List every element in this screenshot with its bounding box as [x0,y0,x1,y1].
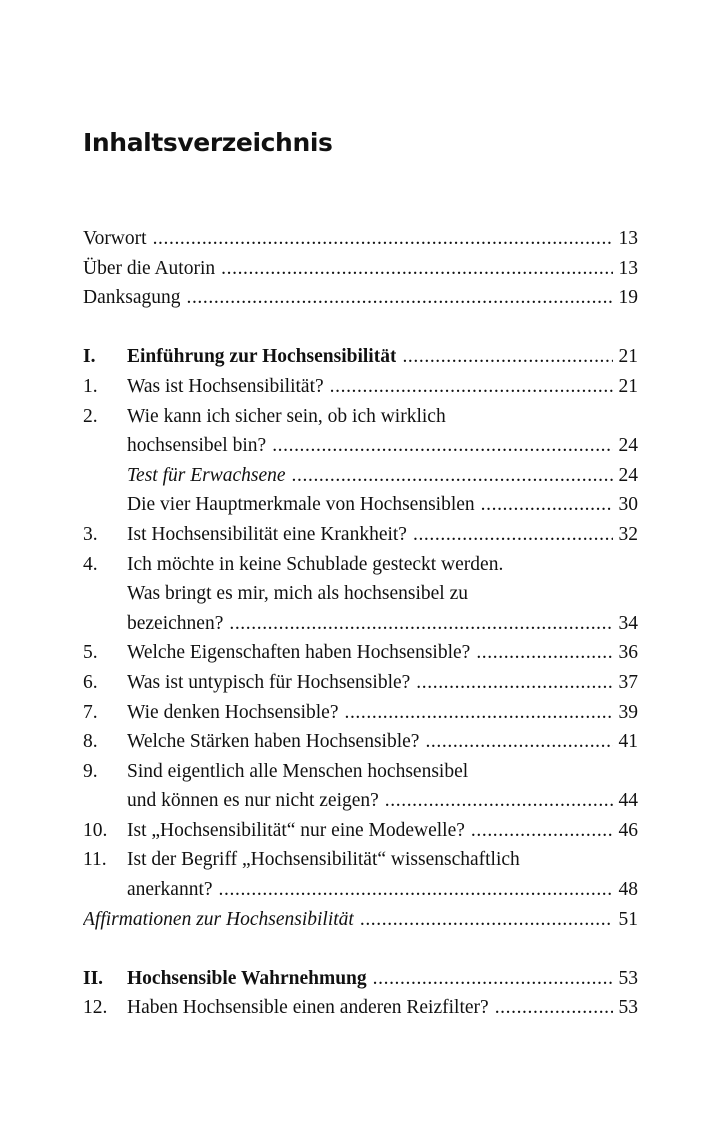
toc-entry-5 [83,638,638,668]
entry-title: Ist „Hochsensibilität“ nur eine Modewelle? [127,819,465,841]
toc-entry-4-line2 [83,579,638,609]
entry-number: 4. [83,553,98,575]
entry-number: 10. [83,819,108,841]
entry-number: 11. [83,849,107,871]
part-number: I. [83,346,96,368]
dot-leader [481,490,613,520]
part-number: II. [83,967,104,989]
entry-page: 19 [618,287,638,309]
dot-leader [413,520,613,550]
entry-page: 13 [618,257,638,279]
entry-title: Ich möchte in keine Schublade gesteckt werden. [127,553,504,575]
entry-page: 44 [618,790,638,812]
dot-leader [186,283,612,313]
entry-number: 8. [83,731,98,753]
spacer [83,934,638,964]
toc-subentry-merkmale [83,490,638,520]
entry-page: 39 [618,701,638,723]
entry-title: Vorwort [83,228,147,249]
toc-entry-10 [83,816,638,846]
entry-title: Sind eigentlich alle Menschen hochsensibel [127,760,469,782]
entry-page: 13 [618,228,638,249]
entry-title: Wie denken Hochsensible? [127,701,339,723]
toc-entry-7 [83,698,638,728]
entry-page: 53 [618,997,638,1019]
dot-leader [360,905,613,935]
part-title: Einführung zur Hochsensibilität [127,346,397,368]
dot-leader [219,875,613,905]
entry-title-cont: und können es nur nicht zeigen? [127,790,379,812]
dot-leader [330,372,613,402]
subentry-title: Test für Erwachsene [127,464,286,486]
entry-title: Ist Hochsensibilität eine Krankheit? [127,523,407,545]
spacer [83,313,638,343]
entry-page: 24 [618,435,638,457]
entry-title: Was ist Hochsensibilität? [127,375,324,397]
dot-leader [373,964,613,994]
dot-leader [292,461,613,491]
dot-leader [272,431,612,461]
dot-leader [402,342,612,372]
entry-title-cont: hochsensibel bin? [127,435,267,457]
toc-entry-vorwort [83,224,638,254]
toc-entry-11-line2 [83,875,638,905]
toc-entry-11-line1 [83,845,638,875]
entry-page: 32 [618,523,638,545]
dot-leader [495,993,613,1023]
toc-entry-1 [83,372,638,402]
entry-page: 41 [618,731,638,753]
toc-entry-12 [83,993,638,1023]
entry-title-cont: Was bringt es mir, mich als hochsensibel zu [127,583,468,605]
dot-leader [153,224,613,254]
entry-title: Welche Stärken haben Hochsensible? [127,731,420,753]
dot-leader [476,638,612,668]
toc-entry-9-line1 [83,757,638,787]
subentry-title: Die vier Hauptmerkmale von Hochsensiblen [127,494,475,516]
entry-number: 5. [83,642,98,664]
toc-entry-4-line1 [83,550,638,580]
entry-number: 2. [83,405,98,427]
entry-page: 21 [618,375,638,397]
entry-title: Affirmationen zur Hochsensibilität [83,908,354,930]
entry-page: 24 [618,464,638,486]
toc-subentry-test [83,461,638,491]
entry-page: 48 [618,879,638,901]
toc-part-1 [83,342,638,372]
entry-number: 7. [83,701,98,723]
toc-entry-4-line3 [83,609,638,639]
toc-entry-2-line2 [83,431,638,461]
toc-entry-autorin [83,254,638,284]
entry-page: 51 [618,908,638,930]
toc-entry-6 [83,668,638,698]
part-title: Hochsensible Wahrnehmung [127,967,367,989]
table-of-contents [83,224,638,1023]
dot-leader [385,786,613,816]
entry-title: Über die Autorin [83,257,216,279]
entry-title: Wie kann ich sicher sein, ob ich wirklich [127,405,446,427]
entry-title: Welche Eigenschaften haben Hochsensible? [127,642,471,664]
entry-title: Haben Hochsensible einen anderen Reizfilter? [127,997,489,1019]
dot-leader [425,727,612,757]
entry-title-cont: bezeichnen? [127,612,224,634]
toc-entry-danksagung [83,283,638,313]
entry-page: 36 [618,642,638,664]
toc-part-2 [83,964,638,994]
dot-leader [416,668,612,698]
dot-leader [229,609,612,639]
dot-leader [344,698,612,728]
toc-entry-9-line2 [83,786,638,816]
part-page: 53 [618,967,638,989]
entry-title-cont: anerkannt? [127,879,213,901]
toc-entry-2-line1 [83,402,638,432]
entry-title: Ist der Begriff „Hochsensibilität“ wissenschaftlich [127,849,520,871]
toc-entry-affirmationen [83,905,638,935]
entry-page: 34 [618,612,638,634]
entry-page: 30 [618,494,638,516]
entry-number: 3. [83,523,98,545]
dot-leader [471,816,613,846]
page-title: Inhaltsverzeichnis [83,128,333,157]
toc-entry-8 [83,727,638,757]
entry-page: 46 [618,819,638,841]
entry-number: 1. [83,375,98,397]
entry-number: 12. [83,997,108,1019]
entry-title: Was ist untypisch für Hochsensible? [127,671,411,693]
dot-leader [221,254,612,284]
entry-page: 37 [618,671,638,693]
entry-title: Danksagung [83,287,181,309]
entry-number: 9. [83,760,98,782]
entry-number: 6. [83,671,98,693]
part-page: 21 [618,346,638,368]
toc-entry-3 [83,520,638,550]
